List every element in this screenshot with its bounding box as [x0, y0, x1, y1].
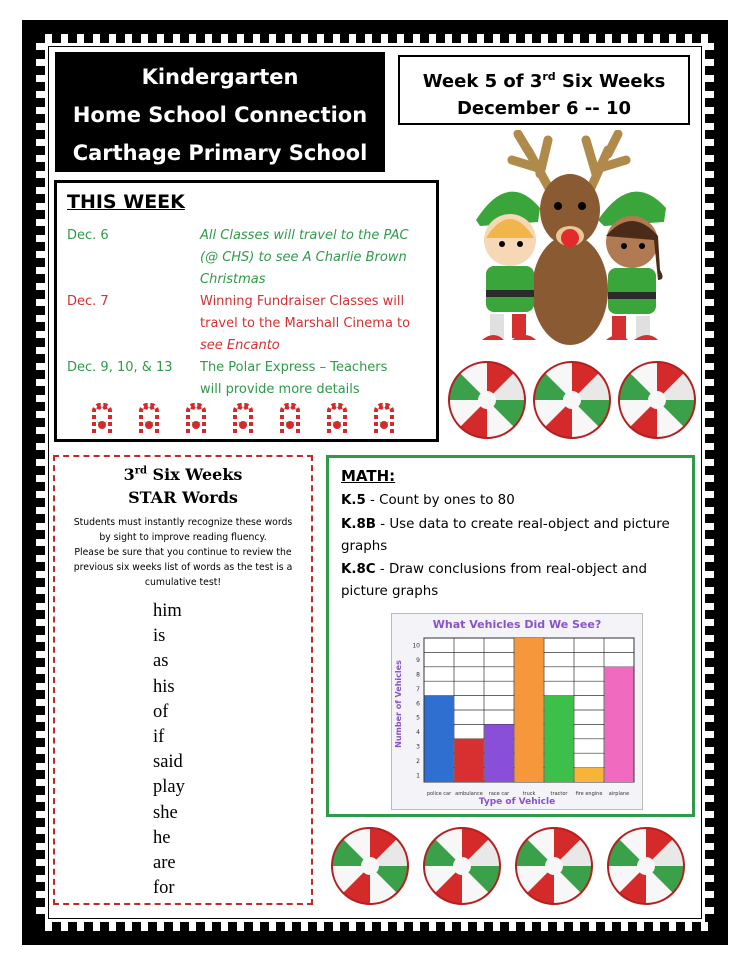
chart-bar-tractor: [545, 696, 574, 782]
peppermint-candy: [534, 362, 610, 438]
standard-code: K.5: [341, 493, 366, 508]
chart-canvas: [392, 614, 642, 809]
chart-tick-label: 5: [416, 714, 420, 722]
event-line: Christmas: [200, 272, 266, 287]
peppermint-candy: [424, 828, 500, 904]
peppermint-candy: [619, 362, 695, 438]
chart-tick-label: 2: [416, 757, 420, 765]
star-word: as: [153, 651, 169, 672]
star-word: is: [153, 626, 166, 647]
note-line: Please be sure that you continue to review the: [74, 547, 292, 558]
peppermint-candy: [516, 828, 592, 904]
reindeer-elves-illustration: [468, 130, 680, 350]
chart-tick-label: 4: [416, 729, 420, 737]
event-line: (@ CHS) to see A Charlie Brown: [200, 250, 407, 265]
candy-cane-icon: [179, 401, 213, 435]
star-title: [55, 465, 311, 484]
standard-code: K.8C: [341, 562, 376, 577]
event-description: [200, 291, 430, 357]
event-date: Dec. 6: [67, 228, 109, 243]
star-word: of: [153, 701, 169, 722]
title-banner: [55, 52, 385, 172]
math-title: MATH:: [341, 467, 396, 485]
chart-xlabel: Type of Vehicle: [478, 797, 556, 807]
this-week-box: [54, 180, 439, 442]
star-word: his: [153, 676, 175, 697]
star-word-list: [153, 599, 185, 901]
week-suffix: Six Weeks: [555, 71, 666, 92]
chart-category-label: tractor: [550, 791, 568, 797]
standard-text: - Draw conclusions from real-object and: [375, 562, 647, 577]
math-standard-cont: picture graphs: [341, 584, 439, 599]
star-title-suffix: Six Weeks: [146, 465, 243, 484]
peppermint-row-bottom: [330, 825, 690, 907]
chart-bar-police-car: [425, 696, 454, 782]
note-line: Students must instantly recognize these words: [73, 517, 293, 528]
star-title-prefix: 3: [123, 465, 135, 484]
chart-bar-fire-engine: [575, 768, 604, 782]
chart-bar-truck: [515, 638, 544, 782]
standard-text: - Use data to create real-object and picture: [376, 517, 670, 532]
candy-cane-icon: [320, 401, 354, 435]
math-standard: [341, 490, 691, 513]
chart-tick-label: 1: [416, 772, 420, 780]
chart-category-label: fire engine: [575, 791, 603, 797]
title-line-1: Kindergarten: [141, 65, 299, 89]
chart-bar-airplane: [605, 667, 634, 782]
star-word: said: [153, 752, 183, 773]
chart-tick-label: 10: [412, 642, 420, 650]
candy-cane-icon: [367, 401, 401, 435]
event-date: Dec. 7: [67, 294, 109, 309]
chart-category-label: ambulance: [455, 791, 483, 797]
event-line: The Polar Express – Teachers: [200, 360, 388, 375]
math-standard: [341, 559, 691, 582]
chart-category-label: airplane: [608, 791, 630, 797]
candy-cane-row: [85, 401, 401, 435]
event-line: travel to the Marshall Cinema to: [200, 316, 411, 331]
peppermint-candy: [449, 362, 525, 438]
note-line: cumulative test!: [144, 577, 222, 588]
standard-code: K.8B: [341, 517, 376, 532]
chart-category-label: police car: [426, 791, 452, 797]
peppermint-candy: [332, 828, 408, 904]
chart-bar-race-car: [485, 724, 514, 782]
week-sup: rd: [542, 70, 556, 83]
title-line-3: Carthage Primary School: [72, 141, 368, 165]
chart-category-label: truck: [522, 791, 536, 797]
event-line: will provide more details: [200, 382, 360, 397]
math-standard: [341, 514, 691, 537]
math-standard-cont: graphs: [341, 539, 388, 554]
chart-bar-ambulance: [455, 739, 484, 782]
week-dates: December 6 -- 10: [456, 98, 632, 119]
candy-cane-icon: [226, 401, 260, 435]
math-box: [326, 455, 695, 817]
vehicle-bar-chart: [391, 613, 643, 810]
star-title-sup: rd: [134, 465, 147, 477]
event-line: All Classes will travel to the PAC: [200, 228, 409, 243]
peppermint-row-top: [447, 360, 697, 442]
note-line: previous six weeks list of words as the test is a: [73, 562, 293, 573]
peppermint-candy: [608, 828, 684, 904]
star-word: if: [153, 727, 165, 748]
star-title-2: STAR Words: [128, 488, 238, 507]
event-description: [200, 225, 430, 291]
chart-category-label: race car: [488, 791, 510, 797]
chart-tick-label: 9: [416, 657, 420, 665]
star-word: she: [153, 802, 178, 823]
star-word: he: [153, 827, 171, 848]
event-description: [200, 357, 430, 401]
star-note: [63, 515, 303, 590]
candy-cane-icon: [132, 401, 166, 435]
star-word: him: [153, 601, 182, 621]
note-line: by sight to improve reading fluency.: [99, 532, 267, 543]
chart-tick-label: 7: [416, 685, 420, 693]
candy-cane-icon: [273, 401, 307, 435]
week-label: [400, 63, 688, 95]
week-box: [398, 55, 690, 125]
chart-tick-label: 3: [416, 743, 420, 751]
star-word: are: [153, 853, 176, 874]
chart-ylabel: Number of Vehicles: [394, 660, 403, 748]
event-line: see Encanto: [200, 338, 280, 353]
candy-cane-icon: [85, 401, 119, 435]
week-prefix: Week 5 of 3: [422, 71, 543, 92]
event-date: Dec. 9, 10, & 13: [67, 360, 173, 375]
title-line-2: Home School Connection: [72, 103, 368, 127]
star-words-box: [53, 455, 313, 905]
standard-text: - Count by ones to 80: [365, 493, 515, 508]
this-week-title: THIS WEEK: [67, 191, 185, 213]
chart-tick-label: 6: [416, 700, 420, 708]
chart-tick-label: 8: [416, 671, 420, 679]
event-line: Winning Fundraiser Classes will: [200, 294, 405, 309]
star-word: for: [153, 878, 175, 899]
chart-title: What Vehicles Did We See?: [432, 618, 602, 631]
star-word: play: [153, 777, 185, 798]
